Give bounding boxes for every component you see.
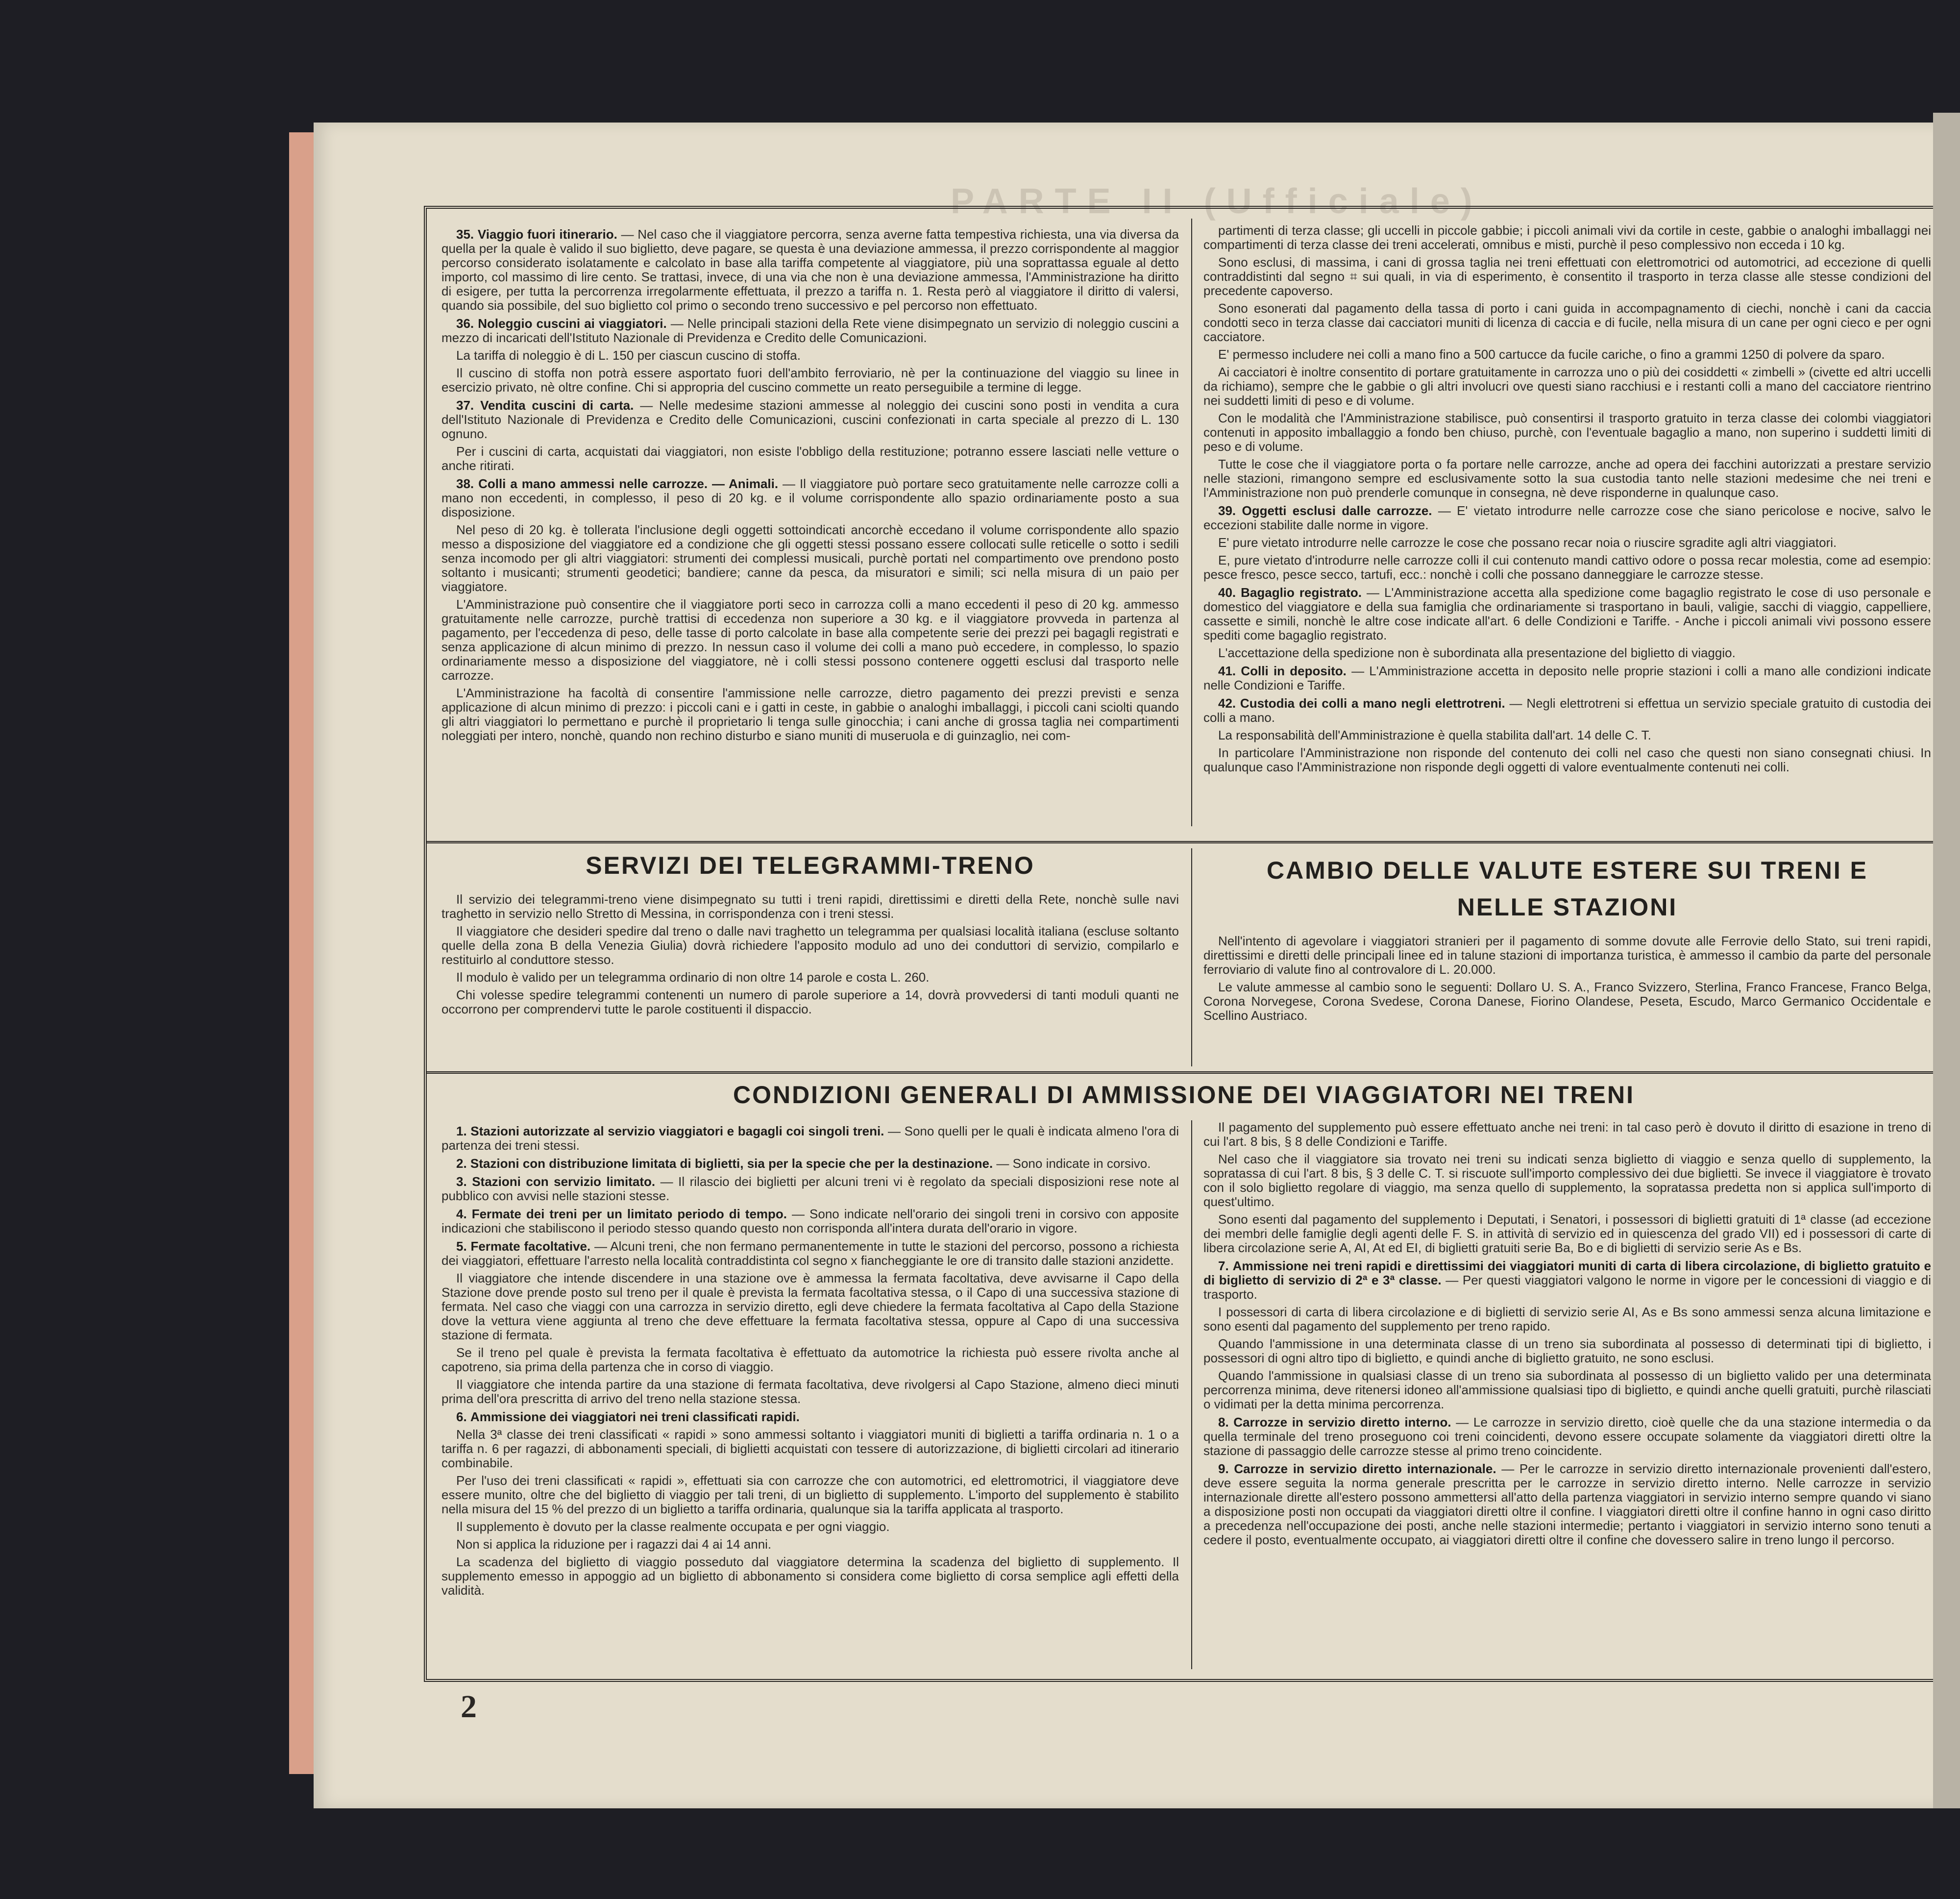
rule-item: 2. Stazioni con distribuzione limitata di biglietti, sia per la specie che per la destinazione. — Sono indicate in corsivo. [456, 1156, 1151, 1171]
rule-number: 39. [1218, 503, 1236, 518]
rule-paragraph: In particolare l'Amministrazione non risponde del contenuto dei colli nel caso che questi non siano consegnati chiusi. In qualunque caso l'Amministrazione non risponde degli oggetti di valore eventualmente contenuti nei colli. [1203, 745, 1931, 774]
rule-paragraph: E, pure vietato d'introdurre nelle carrozze colli il cui contenuto mandi cattivo odore o possa recar molestia, come ad esempio: pesce fresco, pesce secco, tartufi, ecc.: nonchè i colli che possano danneggiare le carrozze stesse. [1203, 553, 1931, 582]
page [314, 123, 1960, 1808]
rule-paragraph: Per l'uso dei treni classificati « rapidi », effettuati sia con carrozze che con automotrici, ed elettromotrici, il viaggiatore deve essere munito, oltre che del biglietto di viaggio per tali treni, di un biglietto di supplemento. L'importo del supplemento è stabilito nella misura del 15 % del prezzo di un biglietto a tariffa ordinaria, qualunque sia la tariffa applicata al trasporto. [441, 1473, 1179, 1516]
paragraph: Chi volesse spedire telegrammi contenenti un numero di parole superiore a 14, dovrà provvedersi di tanti moduli quanti ne occorrono per comprendervi tutte le parole costituenti il dispaccio. [441, 987, 1179, 1016]
rules-top-right-column [1203, 223, 1931, 834]
rule-item: 9. Carrozze in servizio diretto internazionale. — Per le carrozze in servizio diretto internazionale provenienti dall'estero, deve essere seguita la norma generale prescritta per le carrozze in servizio diretto interno. Nelle carrozze in servizio internazionale dirette all'estero possono ammettersi all'atto della partenza viaggiatori in servizio interno sempre quando vi siano a disposizione posti non occupati da viaggiatori diretti oltre il confine. I viaggiatori diretti oltre il confine hanno in ogni caso diritto a precedenza nell'occupazione dei posti, anche nelle stazioni intermedie; pertanto i viaggiatori in servizio interno sono tenuti a cedere il posto, eventualmente occupato, ai viaggiatori diretti oltre il confine che dovessero salire in treno lungo il percorso. [1203, 1461, 1931, 1547]
paragraph: Il servizio dei telegrammi-treno viene disimpegnato su tutti i treni rapidi, direttissimi e diretti della Rete, nonchè sulle navi traghetto in servizio nello Stretto di Messina, in corrispondenza con i treni stessi. [441, 892, 1179, 921]
rule-title: Stazioni con servizio limitato. [472, 1174, 656, 1189]
telegrams-heading: SERVIZI DEI TELEGRAMMI-TRENO [586, 852, 1035, 879]
rule-item: 42. Custodia dei colli a mano negli elettrotreni. — Negli elettrotreni si effettua un servizio speciale gratuito di custodia dei colli a mano. [1203, 696, 1931, 725]
rule-title: Stazioni autorizzate al servizio viaggiatori e bagagli coi singoli treni. [470, 1124, 884, 1138]
rule-paragraph: E' pure vietato introdurre nelle carrozze le cose che possano recar noia o riuscire sgradite agli altri viaggiatori. [1218, 535, 1837, 550]
currency-heading-line2: NELLE STAZIONI [1457, 893, 1678, 921]
rule-number: 9. [1218, 1461, 1229, 1476]
rule-number: 40. [1218, 585, 1236, 600]
rule-paragraph: La scadenza del biglietto di viaggio posseduto dal viaggiatore determina la scadenza del biglietto di supplemento. Il supplemento emesso in appoggio ad un biglietto di abbonamento si considera come biglietto di corsa semplice agli effetti della validità. [441, 1554, 1179, 1598]
rule-paragraph: Con le modalità che l'Amministrazione stabilisce, può consentirsi il trasporto gratuito in terza classe dei colombi viaggiatori contenuti in apposito imballaggio a fondo ben chiuso, purchè, con l'eventuale bagaglio a mano, non superino i suddetti limiti di peso e di volume. [1203, 411, 1931, 454]
page-number: 2 [461, 1689, 477, 1725]
divider-top [427, 841, 1941, 843]
rule-item [441, 1410, 1179, 1424]
rule-paragraph: L'Amministrazione ha facoltà di consentire l'ammissione nelle carrozze, dietro pagamento dei prezzi previsti e senza applicazione di alcun minimo di prezzo: i piccoli cani e i gatti in ceste, in gabbie o analoghi imballaggi, i piccoli cani sciolti quando gli altri viaggiatori lo permettano e purchè il proprietario li tenga sulle ginocchia; i cani anche di grossa taglia nei compartimenti noleggiati per intero, nonchè, quando non rechino disturbo e siano muniti di museruola e di guinzaglio, nei com- [441, 686, 1179, 743]
rule-text: Il viaggiatore può portare seco gratuitamente nelle carrozze colli a mano non eccedenti, in complesso, il peso di 20 kg. e il volume corrispondente allo spazio ordinariamente posto a sua disposizione. [441, 476, 1179, 519]
rule-item: 41. Colli in deposito. — L'Amministrazione accetta in deposito nelle proprie stazioni i colli a mano alle condizioni indicate nelle Condizioni e Tariffe. [1203, 664, 1931, 692]
rule-title: Colli a mano ammessi nelle carrozze. — Animali. [478, 476, 779, 491]
paragraph: Il viaggiatore che desideri spedire dal treno o dalle navi traghetto un telegramma per qualsiasi località italiana (escluse soltanto quelle della zona B della Venezia Giulia) dovrà richiedere l'apposito modulo ad uno dei conduttori di servizio, compilarlo e restituirlo al conduttore stesso. [441, 924, 1179, 967]
rule-paragraph: Quando l'ammissione in qualsiasi classe di un treno sia subordinata al possesso di un biglietto valido per una determinata percorrenza minima, deve ritenersi idoneo all'ammissione qualsiasi tipo di biglietto, e quindi anche quelli gratuiti, purchè rilasciati o vidimati per la detta minima percorrenza. [1203, 1368, 1931, 1411]
rule-text: Nelle principali stazioni della Rete viene disimpegnato un servizio di noleggio cuscini a mezzo di incaricati dell'Istituto Nazionale di Previdenza e Credito delle Comunicazioni. [441, 316, 1179, 345]
conditions-left-column [441, 1120, 1179, 1669]
rule-title: Vendita cuscini di carta. [480, 398, 634, 413]
rule-title: Viaggio fuori itinerario. [477, 227, 617, 242]
rule-item: 8. Carrozze in servizio diretto interno. — Le carrozze in servizio diretto, cioè quelle che da una stazione intermedia o da quella terminale del treno proseguono coi treni coincidenti, devono essere occupate solamente da viaggiatori diretti oltre la stazione di passaggio delle carrozze stesse al primo treno coincidente. [1203, 1415, 1931, 1458]
rule-paragraph: Il viaggiatore che intende discendere in una stazione ove è ammessa la fermata facoltativa, deve avvisarne il Capo della Stazione dove prende posto sul treno per il quale è prevista la fermata facoltativa stessa, o il Capo di una successiva stazione di fermata. Nel caso che viaggi con una carrozza in servizio diretto, egli deve chiedere la fermata facoltativa al Capo della Stazione dove la vettura viene aggiunta al treno che deve effettuare la fermata facoltativa stessa, oppure al Capo di una successiva stazione di fermata. [441, 1271, 1179, 1342]
rule-paragraph: Ai cacciatori è inoltre consentito di portare gratuitamente in carrozza uno o più dei cosiddetti « zimbelli » (civette ed altri uccelli da richiamo), sempre che le gabbie o gli altri involucri ove questi siano racchiusi e i restanti colli a mano del cacciatore rientrino nei suddetti limiti di peso e di volume. [1203, 365, 1931, 408]
rule-number: 35. [456, 227, 474, 242]
rule-text: Negli elettrotreni si effettua un servizio speciale gratuito di custodia dei colli a mano. [1203, 696, 1931, 725]
rule-title: Fermate dei treni per un limitato periodo di tempo. [471, 1207, 787, 1221]
rule-number: 1. [456, 1124, 467, 1138]
rules-top-left-column [441, 223, 1179, 834]
rule-paragraph: Il supplemento è dovuto per la classe realmente occupata e per ogni viaggio. [456, 1519, 890, 1534]
rule-title: Fermate facoltative. [470, 1239, 591, 1254]
rule-number: 7. [1218, 1258, 1229, 1273]
rule-text: Sono quelli per le quali è indicata almeno l'ora di partenza dei treni stessi. [441, 1124, 1179, 1153]
rule-text: Sono indicate in corsivo. [1012, 1156, 1151, 1171]
paragraph: Sono esenti dal pagamento del supplemento i Deputati, i Senatori, i possessori di biglietti gratuiti di 1ª classe (ad eccezione dei membri delle famiglie degli agenti delle F. S. in attività di servizio ed in quiescenza del grado VII) ed i possessori di carte di libera circolazione serie A, AI, At ed EI, di biglietti gratuiti serie Ba, Bo e di biglietti di servizio serie As e Bs. [1203, 1212, 1931, 1255]
rule-number: 41. [1218, 664, 1236, 678]
rule-number: 42. [1218, 696, 1236, 711]
paragraph: Nell'intento di agevolare i viaggiatori stranieri per il pagamento di somme dovute alle Ferrovie dello Stato, sui treni rapidi, direttissimi e diretti delle principali linee ed in talune stazioni di importanza turistica, è ammesso il cambio da parte del personale ferroviario di valute fino al controvalore di L. 20.000. [1203, 934, 1931, 977]
rule-text: Nelle medesime stazioni ammesse al noleggio dei cuscini sono posti in vendita a cura dell'Istituto Nazionale di Previdenza e Credito delle Comunicazioni, cuscini confezionati in carta speciale al prezzo di L. 130 ognuno. [441, 398, 1179, 441]
currency-body [1203, 934, 1931, 1064]
rule-paragraph: E' permesso includere nei colli a mano fino a 500 cartucce da fucile cariche, o fino a grammi 1250 di polvere da sparo. [1218, 347, 1885, 362]
paragraph: Il pagamento del supplemento può essere effettuato anche nei treni: in tal caso però è dovuto il diritto di esazione in treno di cui l'art. 8 bis, § 8 delle Condizioni e Tariffe. [1203, 1120, 1931, 1149]
rule-item: 39. Oggetti esclusi dalle carrozze. — E' vietato introdurre nelle carrozze cose che siano pericolose e nocive, salvo le eccezioni stabilite dalle norme in vigore. [1203, 503, 1931, 532]
rule-title: Custodia dei colli a mano negli elettrotreni. [1240, 696, 1505, 711]
rule-item: 40. Bagaglio registrato. — L'Amministrazione accetta alla spedizione come bagaglio registrato le cose di uso personale e domestico del viaggiatore e della sua famiglia che ordinariamente si trasportano in bauli, valigie, sacchi di viaggio, cappelliere, cassette e simili, nonchè le altre cose indicate all'art. 6 delle Condizioni e Tariffe. - Anche i piccoli animali vivi possono essere spediti come bagaglio registrato. [1203, 585, 1931, 642]
rule-paragraph: Il viaggiatore che intenda partire da una stazione di fermata facoltativa, deve rivolgersi al Capo Stazione, almeno dieci minuti prima dell'ora prescritta di arrivo del treno nella stazione stessa. [441, 1377, 1179, 1406]
rule-item: 7. Ammissione nei treni rapidi e direttissimi dei viaggiatori muniti di carta di libera circolazione, di biglietto gratuito e di biglietto di servizio di 2ª e 3ª classe. — Per questi viaggiatori valgono le norme in vigore per le concessioni di viaggio e di trasporto. [1203, 1258, 1931, 1302]
rule-paragraph: Sono esonerati dal pagamento della tassa di porto i cani guida in accompagnamento di ciechi, nonchè i cani da caccia condotti seco in terza classe dai cacciatori muniti di licenza di caccia e di fucile, nella misura di un cane per ogni cieco e per ogni cacciatore. [1203, 301, 1931, 344]
page-frame [424, 206, 1944, 1682]
rule-title: Ammissione nei treni rapidi e direttissimi dei viaggiatori muniti di carta di libera circolazione, di biglietto gratuito e di biglietto di servizio di 2ª e 3ª classe. [1203, 1258, 1931, 1287]
rule-title: Colli in deposito. [1241, 664, 1347, 678]
rule-paragraph: Per i cuscini di carta, acquistati dai viaggiatori, non esiste l'obbligo della restituzione; potranno essere lasciati nelle vetture o anche ritirati. [441, 444, 1179, 473]
rule-number: 2. [456, 1156, 467, 1171]
rule-number: 8. [1218, 1415, 1229, 1430]
rule-title: Ammissione dei viaggiatori nei treni classificati rapidi. [470, 1409, 800, 1424]
conditions-right-column [1203, 1120, 1931, 1669]
rule-text: Alcuni treni, che non fermano permanentemente in tutte le stazioni del percorso, possono a richiesta dei viaggiatori, effettuare l'arresto nella località contraddistinta col segno x fiancheggiante le ore di transito dalle stazioni anzidette. [441, 1239, 1179, 1268]
rule-paragraph: Il cuscino di stoffa non potrà essere asportato fuori dell'ambito ferroviario, nè per la continuazione del viaggio su linee in esercizio privato, nè oltre confine. Chi si appropria del cuscino commette un reato perseguibile a termine di legge. [441, 366, 1179, 395]
rule-text: Il rilascio dei biglietti per alcuni treni vi è regolato da speciali disposizioni rese note al pubblico con avvisi nelle stazioni stesse. [441, 1174, 1179, 1203]
ghost-heading: PARTE II (Ufficiale) [951, 182, 1483, 221]
rule-text: Sono indicate nell'orario dei singoli treni in corsivo con apposite indicazioni che stabiliscono il periodo stesso quando questo non corrisponda all'intera durata dell'orario in vigore. [441, 1207, 1179, 1235]
rule-number: 38. [456, 476, 474, 491]
rule-paragraph: Se il treno pel quale è prevista la fermata facoltativa è effettuato da automotrice la richiesta può essere rivolta anche al capotreno, sia prima della partenza che in corso di viaggio. [441, 1345, 1179, 1374]
rule-title: Carrozze in servizio diretto internazionale. [1234, 1461, 1496, 1476]
rule-text: Per questi viaggiatori valgono le norme in vigore per le concessioni di viaggio e di trasporto. [1203, 1273, 1931, 1302]
rule-text: Nel caso che il viaggiatore percorra, senza averne fatta tempestiva richiesta, una via diversa da quella per la quale è valido il suo biglietto, deve pagare, se questa è una deviazione ammessa, il prezzo corrispondente al maggior percorso considerato isolatamente e calcolato in base alla tariffa competente al viaggiatore, più una soprattassa eguale al detto importo, col massimo di lire cento. Se trattasi, invece, di una via che non è una deviazione ammessa, l'Amministrazione ha diritto di esigere, per tutta la percorrenza irregolarmente effettuata, il prezzo a tariffa n. 1. Resta però al viaggiatore il diritto di valersi, quando sia possibile, del suo biglietto col primo o secondo treno successivo e pel percorso non effettuato. [441, 227, 1179, 313]
bottom-column-divider [1191, 1120, 1192, 1669]
rule-item: 37. Vendita cuscini di carta. — Nelle medesime stazioni ammesse al noleggio dei cuscini sono posti in vendita a cura dell'Istituto Nazionale di Previdenza e Credito delle Comunicazioni, cuscini confezionati in carta speciale al prezzo di L. 130 ognuno. [441, 398, 1179, 441]
mid-column-divider [1191, 848, 1192, 1066]
rule-paragraph: L'accettazione della spedizione non è subordinata alla presentazione del biglietto di viaggio. [1218, 645, 1736, 660]
page-edge [1933, 113, 1960, 1808]
top-column-divider [1191, 219, 1192, 826]
rule-text: E' vietato introdurre nelle carrozze cose che siano pericolose e nocive, salvo le eccezioni stabilite dalle norme in vigore. [1203, 503, 1931, 532]
rule-item: 38. Colli a mano ammessi nelle carrozze. — Animali. — Il viaggiatore può portare seco gratuitamente nelle carrozze colli a mano non eccedenti, in complesso, il peso di 20 kg. e il volume corrispondente allo spazio ordinariamente posto a sua disposizione. [441, 476, 1179, 519]
rule-paragraph: La responsabilità dell'Amministrazione è quella stabilita dall'art. 14 delle C. T. [1218, 728, 1651, 742]
divider-bottom [427, 1071, 1941, 1074]
rule-paragraph: Nel peso di 20 kg. è tollerata l'inclusione degli oggetti sottoindicati ancorchè eccedano il volume corrispondente allo spazio messo a disposizione del viaggiatore ed a condizione che gli oggetti stessi possano essere collocati sulle reticelle o sotto i sedili senza incomodo per gli altri viaggiatori: strumenti dei complessi musicali, purchè portati nel compartimento ove prendono posto soltanto i musicanti; strumenti geodetici; bandiere; canne da pesca, da misuratori e simili; sci nella misura di un paio per viaggiatore. [441, 522, 1179, 594]
rule-paragraph: L'Amministrazione può consentire che il viaggiatore porti seco in carrozza colli a mano eccedenti il peso di 20 kg. ammesso gratuitamente nelle carrozze, purchè trattisi di eccedenza non superiore a 30 kg. e il viaggiatore provveda in partenza al pagamento, per l'eccedenza di peso, delle tasse di porto calcolate in base alla competente serie dei prezzi pei bagagli registrati e senza applicazione di alcun minimo di prezzo. In nessun caso il volume dei colli a mano può eccedere, in complesso, lo spazio ordinariamente messo a disposizione del viaggiatore, nè i colli stessi possono contenere oggetti esclusi dal trasporto nelle carrozze. [441, 597, 1179, 683]
currency-heading-line1: CAMBIO DELLE VALUTE ESTERE SUI TRENI E [1266, 857, 1868, 884]
rule-text: L'Amministrazione accetta in deposito nelle proprie stazioni i colli a mano alle condizioni indicate nelle Condizioni e Tariffe. [1203, 664, 1931, 692]
paragraph: Nel caso che il viaggiatore sia trovato nei treni su indicati senza biglietto di viaggio e senza quello di supplemento, la sopratassa di cui l'art. 8 bis, § 3 delle C. T. si riscuote sull'importo complessivo dei due biglietti. Se invece il viaggiatore è trovato con il solo biglietto regolare di viaggio, ma senza quello di supplemento, la sopratassa predetta non si applica sull'importo di quest'ultimo. [1203, 1152, 1931, 1209]
conditions-heading: CONDIZIONI GENERALI DI AMMISSIONE DEI VIAGGIATORI NEI TRENI [733, 1081, 1635, 1109]
rule-text: L'Amministrazione accetta alla spedizione come bagaglio registrato le cose di uso personale e domestico del viaggiatore e della sua famiglia che ordinariamente si trasportano in bauli, valigie, sacchi di viaggio, cappelliere, cassette e simili, nonchè le altre cose indicate all'art. 6 delle Condizioni e Tariffe. - Anche i piccoli animali vivi possono essere spediti come bagaglio registrato. [1203, 585, 1931, 642]
rule-item: 4. Fermate dei treni per un limitato periodo di tempo. — Sono indicate nell'orario dei singoli treni in corsivo con apposite indicazioni che stabiliscono il periodo stesso quando questo non corrisponda all'intera durata dell'orario in vigore. [441, 1207, 1179, 1235]
paragraph: Il modulo è valido per un telegramma ordinario di non oltre 14 parole e costa L. 260. [456, 970, 930, 985]
rule-item: 3. Stazioni con servizio limitato. — Il rilascio dei biglietti per alcuni treni vi è regolato da speciali disposizioni rese note al pubblico con avvisi nelle stazioni stesse. [441, 1174, 1179, 1203]
rule-number: 6. [456, 1409, 467, 1424]
rule-item: 1. Stazioni autorizzate al servizio viaggiatori e bagagli coi singoli treni. — Sono quelli per le quali è indicata almeno l'ora di partenza dei treni stessi. [441, 1124, 1179, 1153]
rule-title: Bagaglio registrato. [1241, 585, 1362, 600]
rule-item: 36. Noleggio cuscini ai viaggiatori. — Nelle principali stazioni della Rete viene disimpegnato un servizio di noleggio cuscini a mezzo di incaricati dell'Istituto Nazionale di Previdenza e Credito delle Comunicazioni. [441, 316, 1179, 345]
rule-number: 36. [456, 316, 474, 331]
rule-paragraph: La tariffa di noleggio è di L. 150 per ciascun cuscino di stoffa. [456, 348, 801, 363]
rule-title: Noleggio cuscini ai viaggiatori. [478, 316, 667, 331]
rule-text: Le carrozze in servizio diretto, cioè quelle che da una stazione intermedia o da quella terminale del treno proseguono coi treni coincidenti, devono essere occupate solamente da viaggiatori diretti oltre la stazione di passaggio delle carrozze stesse al primo treno coincidente. [1203, 1415, 1931, 1458]
rule-paragraph: partimenti di terza classe; gli uccelli in piccole gabbie; i piccoli animali vivi da cortile in ceste, gabbie o analoghi imballaggi nei compartimenti di terza classe dei treni accelerati, omnibus e misti, purchè il peso complessivo non ecceda i 10 kg. [1203, 223, 1931, 252]
rule-paragraph: Quando l'ammissione in una determinata classe di un treno sia subordinata al possesso di determinati tipi di biglietto, i possessori di ogni altro tipo di biglietto, e quindi anche di biglietto gratuito, ne sono esclusi. [1203, 1336, 1931, 1365]
rule-paragraph: I possessori di carta di libera circolazione e di biglietti di servizio serie AI, As e Bs sono ammessi senza alcuna limitazione e sono esenti dal pagamento del supplemento per treno rapido. [1203, 1305, 1931, 1333]
rule-number: 3. [456, 1174, 467, 1189]
rule-text: Per le carrozze in servizio diretto internazionale provenienti dall'estero, deve essere seguita la norma generale prescritta per le carrozze in servizio diretto interno. Nelle carrozze in servizio internazionale dirette all'estero possono ammettersi all'atto della partenza viaggiatori in servizio interno sempre quando vi siano a disposizione posti non occupati da viaggiatori diretti oltre il confine. I viaggiatori diretti oltre il confine hanno in ogni caso diritto a precedenza nell'occupazione dei posti, anche nelle stazioni intermedie; pertanto i viaggiatori in servizio interno sono tenuti a cedere il posto, eventualmente occupato, ai viaggiatori diretti oltre il confine che dovessero salire in treno lungo il percorso. [1203, 1461, 1931, 1547]
rule-item: 35. Viaggio fuori itinerario. — Nel caso che il viaggiatore percorra, senza averne fatta tempestiva richiesta, una via diversa da quella per la quale è valido il suo biglietto, deve pagare, se questa è una deviazione ammessa, il prezzo corrispondente al maggior percorso considerato isolatamente e calcolato in base alla tariffa competente al viaggiatore, più una soprattassa eguale al detto importo, col massimo di lire cento. Se trattasi, invece, di una via che non è una deviazione ammessa, l'Amministrazione ha diritto di esigere, per tutta la percorrenza irregolarmente effettuata, il prezzo a tariffa n. 1. Resta però al viaggiatore il diritto di valersi, quando sia possibile, del suo biglietto col primo o secondo treno successivo e pel percorso non effettuato. [441, 227, 1179, 313]
rule-item: 5. Fermate facoltative. — Alcuni treni, che non fermano permanentemente in tutte le stazioni del percorso, possono a richiesta dei viaggiatori, effettuare l'arresto nella località contraddistinta col segno x fiancheggiante le ore di transito dalle stazioni anzidette. [441, 1239, 1179, 1268]
rule-number: 4. [456, 1207, 467, 1221]
rule-paragraph: Sono esclusi, di massima, i cani di grossa taglia nei treni effettuati con elettromotrici od automotrici, ad eccezione di quelli contraddistinti dal segno ⌗ sui quali, in via di esperimento, è consentito il trasporto in terza classe alle stesse condizioni del precedente capoverso. [1203, 255, 1931, 298]
rule-number: 5. [456, 1239, 467, 1254]
paragraph: Le valute ammesse al cambio sono le seguenti: Dollaro U. S. A., Franco Svizzero, Sterlina, Franco Francese, Franco Belga, Corona Norvegese, Corona Svedese, Corona Danese, Fiorino Olandese, Peseta, Escudo, Marco Germanico Occidentale e Scellino Austriaco. [1203, 980, 1931, 1023]
rule-title: Oggetti esclusi dalle carrozze. [1242, 503, 1432, 518]
rule-paragraph: Non si applica la riduzione per i ragazzi dai 4 ai 14 anni. [456, 1537, 772, 1552]
rule-title: Stazioni con distribuzione limitata di biglietti, sia per la specie che per la destinazione. [470, 1156, 993, 1171]
rule-title: Carrozze in servizio diretto interno. [1233, 1415, 1451, 1430]
rule-number: 37. [456, 398, 474, 413]
telegrams-body [441, 892, 1179, 1061]
rule-paragraph: Nella 3ª classe dei treni classificati « rapidi » sono ammessi soltanto i viaggiatori muniti di biglietti a tariffa ordinaria n. 1 o a tariffa n. 6 per ragazzi, di abbonamenti speciali, di biglietti acquistati con tessere di autorizzazione, di biglietti circolari ad itinerario combinabile. [441, 1427, 1179, 1470]
rule-paragraph: Tutte le cose che il viaggiatore porta o fa portare nelle carrozze, anche ad opera dei facchini autorizzati a prestare servizio nelle stazioni, rimangono sempre ed esclusivamente sotto la sua custodia tanto nelle stazioni medesime che nei treni e l'Amministrazione non può prenderle comunque in consegna, nè deve risponderne in qualunque caso. [1203, 457, 1931, 500]
